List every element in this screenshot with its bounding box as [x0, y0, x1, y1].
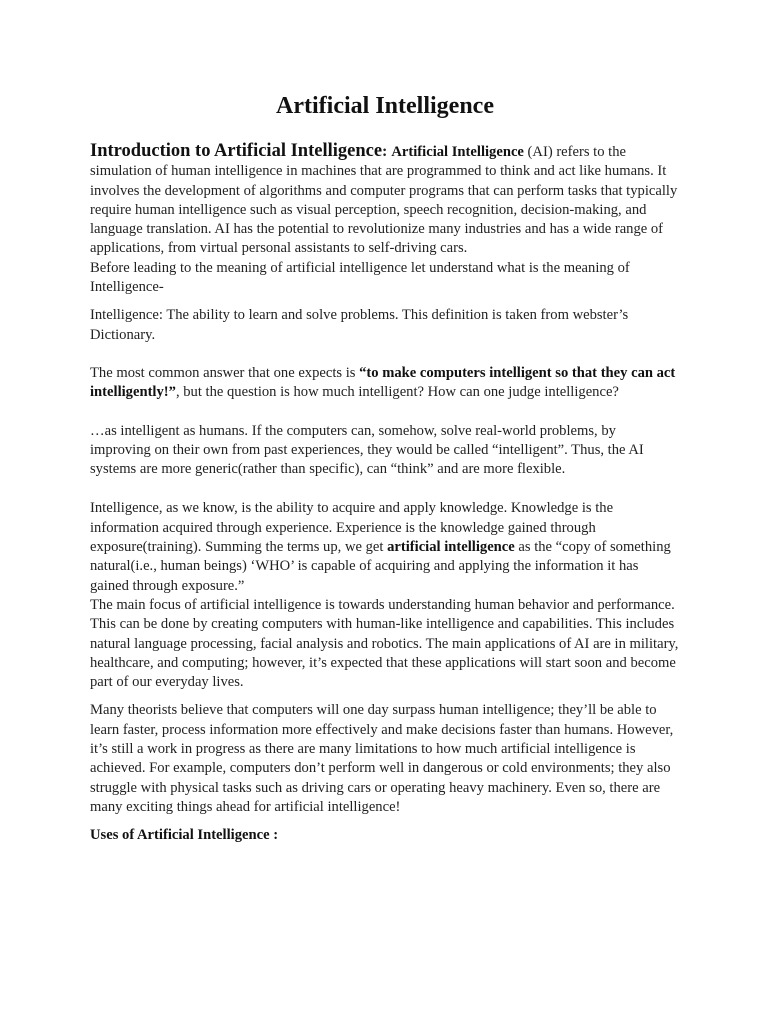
- main-focus-paragraph: The main focus of artificial intelligence is towards understanding human behavior and performance. This can be done by creating computers with human-like intelligence and capabilities. This includes natural language processing, facial analysis and robotics. The main applications of AI are in military, healthcare, and computing; however, it’s expected that these applications will start soon and become part of our everyday lives.: [90, 596, 679, 691]
- uses-heading: Uses of Artificial Intelligence :: [90, 827, 279, 844]
- spacer: [90, 297, 680, 306]
- knowledge-after: as the “copy of something natural(i.e., human beings) ‘WHO’ is capable of acquiring and applying the information it has gained through exposure.”: [90, 539, 671, 594]
- document-title: Artificial Intelligence: [276, 93, 494, 119]
- spacer: [90, 692, 680, 701]
- knowledge-term: artificial intelligence: [387, 539, 515, 556]
- common-answer-after: , but the question is how much intelligent? How can one judge intelligence?: [175, 384, 619, 401]
- spacer: [90, 817, 680, 826]
- as-humans-paragraph: …as intelligent as humans. If the computers can, somehow, solve real-world problems, by improving on their own from past experiences, they would be called “intelligent”. Thus, the AI systems are more generic(rather than specific), can “think” and are more flexible.: [90, 422, 644, 478]
- intro-body: (AI) refers to the simulation of human intelligence in machines that are programmed to think and act like humans. It involves the development of algorithms and computer programs that can perform tasks that typically require human intelligence such as visual perception, speech recognition, decision-making, and language translation. AI has the potential to revolutionize many industries and has a wide range of applications, from virtual personal assistants to self-driving cars.: [90, 144, 678, 257]
- intro-paragraph: [90, 142, 680, 259]
- common-answer-before: The most common answer that one expects is: [90, 364, 360, 381]
- intro-heading: Introduction to Artificial Intelligence: [90, 141, 383, 161]
- definition-paragraph: Intelligence: The ability to learn and solve problems. This definition is taken from webster’s Dictionary.: [90, 307, 629, 343]
- theorists-paragraph: Many theorists believe that computers will one day surpass human intelligence; they’ll be able to learn faster, process information more effectively and make decisions faster than humans. However, it’s still a work in progress as there are many limitations to how much artificial intelligence is achieved. For example, computers don’t perform well in dangerous or cold environments; they also struggle with physical tasks such as driving cars or operating heavy machinery. Even so, there are many exciting things ahead for artificial intelligence!: [90, 702, 674, 815]
- spacer: [90, 403, 680, 422]
- knowledge-paragraph: [90, 499, 680, 595]
- intro-term: Artificial Intelligence: [391, 144, 524, 160]
- common-answer-paragraph: [90, 364, 680, 403]
- spacer: [90, 479, 680, 499]
- before-meaning-paragraph: Before leading to the meaning of artificial intelligence let understand what is the meaning of Intelligence-: [90, 259, 630, 296]
- knowledge-before: Intelligence, as we know, is the ability to acquire and apply knowledge. Knowledge is the information acquired through experience. Experience is the knowledge gained through exposure(training). Summing the terms up, we get: [90, 500, 614, 556]
- common-answer-quote: “to make computers intelligent so that they can act intelligently!”: [90, 364, 676, 401]
- intro-colon: :: [382, 143, 392, 160]
- spacer: [90, 345, 680, 364]
